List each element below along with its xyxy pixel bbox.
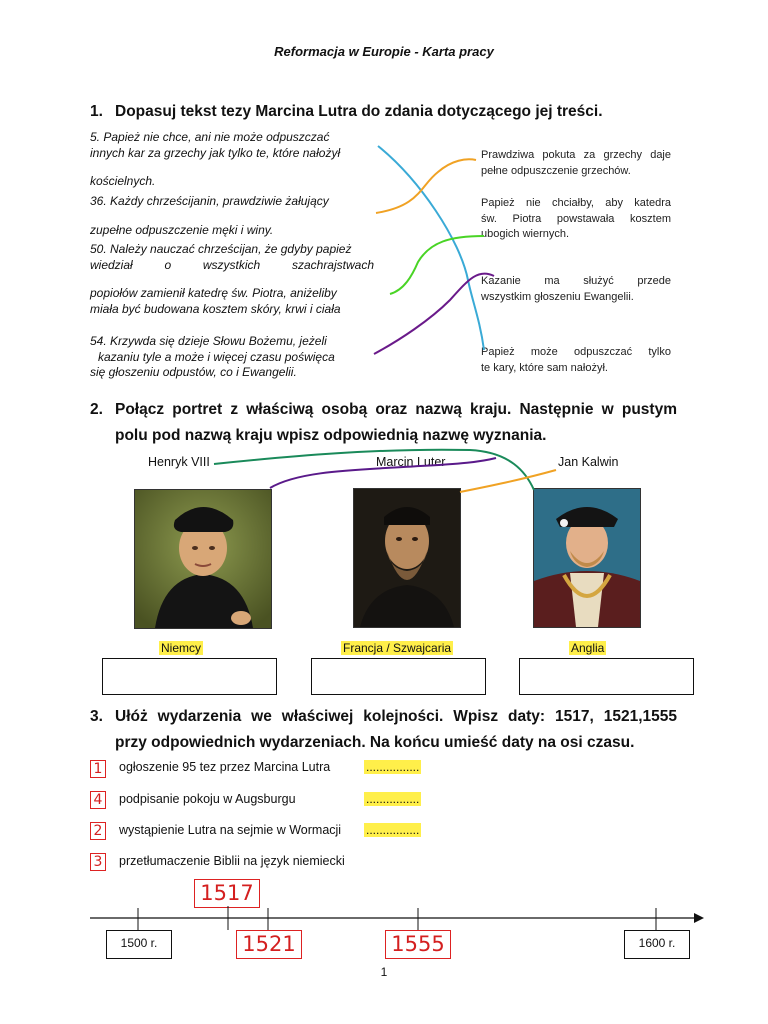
event-worms-diet: wystąpienie Lutra na sejmie w Wormacji xyxy=(119,823,342,837)
timeline-arrow-icon xyxy=(694,913,704,923)
handwritten-date-1521[interactable]: 1521 xyxy=(236,930,302,959)
thesis-line: się głoszeniu odpustów, co i Ewangelii. xyxy=(90,365,297,379)
event-bible-translation: przetłumaczenie Biblii na język niemiecki xyxy=(119,854,345,868)
timeline-end-label: 1600 r. xyxy=(624,930,690,959)
task2-heading-line2: polu pod nazwą kraju wpisz odpowiednią nazwę wyznania. xyxy=(115,427,547,444)
handwritten-date-1555[interactable]: 1555 xyxy=(385,930,451,959)
answer-line: pełne odpuszczenie grzechów. xyxy=(481,164,631,177)
timeline-start-label: 1500 r. xyxy=(106,930,172,959)
thesis-line: 36. Każdy chrześcijanin, prawdziwie żałujący xyxy=(90,194,329,208)
thesis-line: 54. Krzywda się dzieje Słowu Bożemu, jeżeli xyxy=(90,334,327,348)
order-mark-4[interactable]: 3 xyxy=(90,853,106,871)
answer-line: Papież nie chciałby, aby katedra xyxy=(481,197,671,209)
thesis-line: miała być budowana kosztem skóry, krwi i ciała xyxy=(90,301,341,316)
task2-number: 2. xyxy=(90,401,103,418)
date-blank-3[interactable]: ................ xyxy=(366,823,420,837)
order-mark-3[interactable]: 2 xyxy=(90,822,106,840)
event-95-theses: ogłoszenie 95 tez przez Marcina Lutra xyxy=(119,760,331,774)
task3-heading-line2: przy odpowiednich wydarzeniach. Na końcu umieść daty na osi czasu. xyxy=(115,734,635,751)
connector-kalwin-to-portrait xyxy=(460,470,556,492)
answer-line: wszystkim głoszeniu Ewangelii. xyxy=(481,290,634,303)
date-blank-2[interactable]: ................ xyxy=(366,792,420,806)
answer-line: ubogich wiernych. xyxy=(481,228,570,240)
thesis-line: popiołów zamienił katedrę św. Piotra, aniżeliby xyxy=(90,286,337,300)
connector-henryk-to-portrait xyxy=(214,450,534,490)
answer-line: św. Piotra powstawała kosztem xyxy=(481,212,671,225)
country-francja-szwajcaria: Francja / Szwajcaria xyxy=(343,641,452,655)
task3-number: 3. xyxy=(90,708,103,725)
event-augsburg-peace: podpisanie pokoju w Augsburgu xyxy=(119,792,296,806)
thesis-line: 50. Należy nauczać chrześcijan, że gdyby papież xyxy=(90,242,352,256)
order-mark-1[interactable]: 1 xyxy=(90,760,106,778)
task3-heading-line1: Ułóż wydarzenia we właściwej kolejności. Wpisz daty: 1517, 1521,1555 xyxy=(115,708,677,725)
handwritten-date-1517[interactable]: 1517 xyxy=(194,879,260,908)
thesis-line: wiedział o wszystkich szachrajstwach xyxy=(90,257,374,272)
name-marcin-luter: Marcin Luter xyxy=(376,455,446,469)
name-henryk-viii: Henryk VIII xyxy=(148,455,210,469)
connector-luter-to-portrait xyxy=(270,458,496,488)
connector-36-to-1 xyxy=(376,159,476,213)
thesis-line: kościelnych. xyxy=(90,174,156,188)
thesis-line: zupełne odpuszczenie męki i winy. xyxy=(90,222,274,237)
answer-line: Prawdziwa pokuta za grzechy daje xyxy=(481,149,671,161)
country-anglia: Anglia xyxy=(571,641,605,655)
thesis-line: innych kar za grzechy jak tylko te, które nałożył xyxy=(90,145,341,160)
answer-line: te kary, które sam nałożył. xyxy=(481,361,608,374)
thesis-line: 5. Papież nie chce, ani nie może odpuszczać xyxy=(90,130,330,144)
page-title: Reformacja w Europie - Karta pracy xyxy=(274,44,494,59)
answer-line: Papież może odpuszczać tylko xyxy=(481,346,671,358)
thesis-line: kazaniu tyle a może i więcej czasu poświęca xyxy=(98,349,335,364)
task1-number: 1. xyxy=(90,103,103,120)
order-mark-2[interactable]: 4 xyxy=(90,791,106,809)
task1-heading: Dopasuj tekst tezy Marcina Lutra do zdania dotyczącego jej treści. xyxy=(115,103,603,120)
name-jan-kalwin: Jan Kalwin xyxy=(558,455,619,469)
page-number: 1 xyxy=(380,965,388,979)
country-niemcy: Niemcy xyxy=(161,641,202,655)
date-blank-1[interactable]: ................ xyxy=(366,760,420,774)
answer-line: Kazanie ma służyć przede xyxy=(481,275,671,287)
task2-heading-line1: Połącz portret z właściwą osobą oraz nazwą kraju. Następnie w pustym xyxy=(115,401,677,418)
